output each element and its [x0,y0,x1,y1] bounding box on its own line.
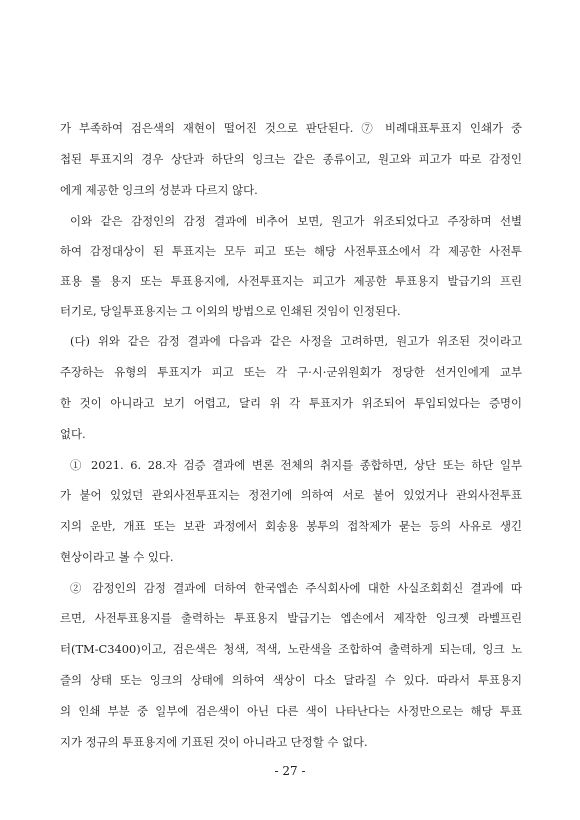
body-text-line: 없다. [60,427,86,441]
body-text-line: 첩된 투표지의 경우 상단과 하단의 잉크는 같은 종류이고, 원고와 피고가 따로 감정인 [60,152,522,166]
body-text-line: 지의 운반, 개표 또는 보관 과정에서 회송용 봉투의 접착제가 묻는 등의 사유로 생긴 [60,519,522,533]
paragraph-first-line: ② 감정인의 감정 결과에 더하여 한국엡손 주식회사에 대한 사실조회회신 결과에 따 [70,581,522,595]
page-number: - 27 - [274,764,306,778]
body-text-line: 가 부족하여 검은색의 재현이 떨어진 것으로 판단된다. ⑦ 비례대표투표지 인쇄가 중 [60,121,522,135]
body-text-line: 표용 롤 용지 또는 투표용지에, 사전투표지는 피고가 제공한 투표용지 발급기의 프린 [60,274,522,288]
body-text-line: 르면, 사전투표용지를 출력하는 투표용지 발급기는 엡손에서 제작한 잉크젯 라벨프린 [60,611,522,625]
body-text-line: 하여 감정대상이 된 투표지는 모두 피고 또는 해당 사전투표소에서 각 제공한 사전투 [60,244,522,258]
body-text-line: 현상이라고 볼 수 있다. [60,550,174,564]
body-text-line: 가 붙어 있었던 관외사전투표지는 정전기에 의하여 서로 붙어 있었거나 관외사전투표 [60,488,522,502]
body-text-line: 주장하는 유형의 투표지가 피고 또는 각 구·시·군위원회가 정당한 선거인에게 교부 [60,365,522,379]
body-text-line: 의 인쇄 부분 중 일부에 검은색이 아닌 다른 색이 나타난다는 사정만으로는 해당 투표 [60,704,522,718]
paragraph-first-line: (다) 위와 같은 감정 결과에 다음과 같은 사정을 고려하면, 원고가 위조된 것이라고 [70,334,522,348]
body-text-line: 터기로, 당일투표용지는 그 이외의 방법으로 인쇄된 것임이 인정된다. [60,304,401,318]
paragraph-first-line: ① 2021. 6. 28.자 검증 결과에 변론 전체의 취지를 종합하면, 상단 또는 하단 일부 [70,458,522,472]
paragraph-first-line: 이와 같은 감정인의 감정 결과에 비추어 보면, 원고가 위조되었다고 주장하며 선별 [70,214,522,228]
body-text-line: 즐의 상태 또는 잉크의 상태에 의하여 색상이 다소 달라질 수 있다. 따라서 투표용지 [60,673,522,687]
body-text-line: 한 것이 아니라고 보기 어렵고, 달리 위 각 투표지가 위조되어 투입되었다는 증명이 [60,396,522,410]
body-text-line: 에게 제공한 잉크의 성분과 다르지 않다. [60,183,258,197]
body-text-line: 지가 정규의 투표용지에 기표된 것이 아니라고 단정할 수 없다. [60,735,368,749]
body-text-line: 터(TM-C3400)이고, 검은색은 청색, 적색, 노란색을 조합하여 출력하게 되는데, 잉크 노 [60,642,522,656]
